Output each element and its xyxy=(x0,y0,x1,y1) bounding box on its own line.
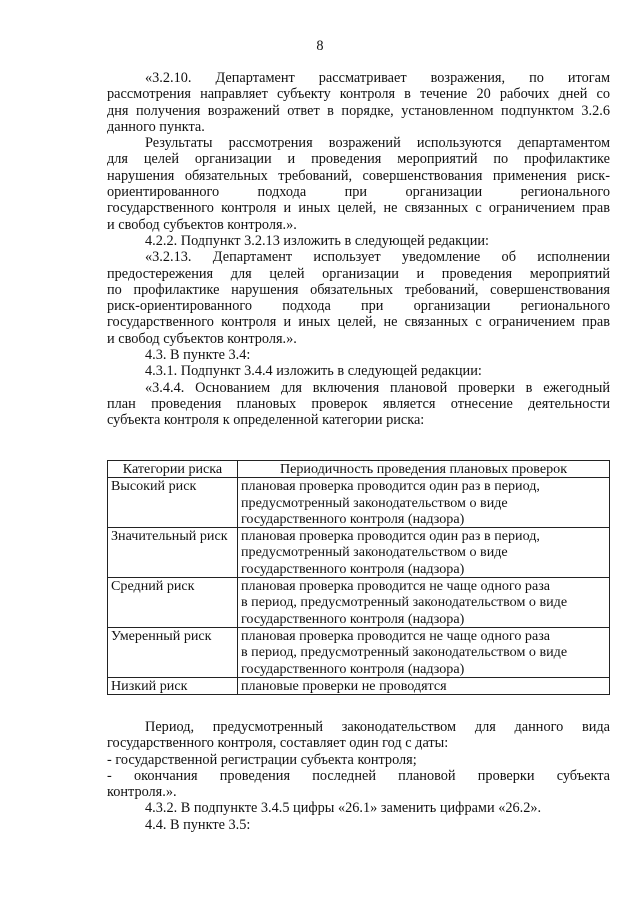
periodicity-cell xyxy=(238,627,610,677)
table-header-periodicity: Периодичность проведения плановых проверок xyxy=(238,461,610,478)
text-line: - окончания проведения последней плановой проверки субъекта xyxy=(107,767,610,784)
text-line: государственного контроля и иных целей, не связанных с ограничением прав xyxy=(107,200,610,217)
text-line: риск-ориентированного подхода при организации регионального xyxy=(107,298,610,315)
table-header-category: Категории риска xyxy=(108,461,238,478)
periodicity-cell xyxy=(238,578,610,628)
paragraph-3-2-10 xyxy=(107,70,610,135)
item-4-3-1: 4.3.1. Подпункт 3.4.4 изложить в следующей редакции: xyxy=(145,363,482,380)
item-4-3: 4.3. В пункте 3.4: xyxy=(145,347,251,364)
text-line: ориентированного подхода при организации регионального xyxy=(107,184,610,201)
table-row xyxy=(108,528,610,578)
risk-category-cell: Высокий риск xyxy=(108,478,238,528)
text-line: Период, предусмотренный законодательством для данного вида xyxy=(145,719,610,735)
item-4-2-2: 4.2.2. Подпункт 3.2.13 изложить в следующей редакции: xyxy=(145,232,489,249)
text-line: Результаты рассмотрения возражений используются департаментом xyxy=(145,135,610,152)
text-line: дня получения возражений ответ в порядке, установленном подпунктом 3.2.6 xyxy=(107,102,610,119)
cell-line: государственного контроля (надзора) xyxy=(241,610,465,627)
paragraph-period xyxy=(107,719,610,752)
text-line: и свобод субъектов контроля.». xyxy=(107,216,297,233)
text-line: «3.2.13. Департамент использует уведомление об исполнении xyxy=(145,249,610,266)
text-line: контроля.». xyxy=(107,784,177,801)
text-line: государственного контроля, составляет один год с даты: xyxy=(107,735,449,752)
cell-line: государственного контроля (надзора) xyxy=(241,660,465,677)
text-line: «3.4.4. Основанием для включения плановой проверки в ежегодный xyxy=(145,379,610,396)
table-row xyxy=(108,627,610,677)
cell-line: плановая проверка проводится один раз в период, xyxy=(241,478,540,495)
table-row xyxy=(108,578,610,628)
text-line: предостережения для целей организации и проведения мероприятий xyxy=(107,265,610,282)
cell-line: плановые проверки не проводятся xyxy=(241,677,447,694)
dash-item-last-inspection xyxy=(107,768,610,801)
cell-line: предусмотренный законодательством о виде xyxy=(241,544,508,561)
risk-category-cell: Низкий риск xyxy=(108,677,238,694)
cell-line: плановая проверка проводится не чаще одного раза xyxy=(241,578,551,595)
dash-item-registration: - государственной регистрации субъекта контроля; xyxy=(107,751,417,768)
cell-line: плановая проверка проводится один раз в период, xyxy=(241,528,540,545)
risk-category-cell: Средний риск xyxy=(108,578,238,628)
text-line: субъекта контроля к определенной категории риска: xyxy=(107,412,425,429)
text-line: рассмотрения направляет субъекту контроля в течение 20 рабочих дней со xyxy=(107,86,610,103)
document-body-top xyxy=(107,70,610,429)
periodicity-cell xyxy=(238,478,610,528)
risk-category-cell: Умеренный риск xyxy=(108,627,238,677)
table-row xyxy=(108,677,610,694)
periodicity-cell xyxy=(238,677,610,694)
text-line: «3.2.10. Департамент рассматривает возражения, по итогам xyxy=(145,70,610,86)
paragraph-results xyxy=(107,135,610,233)
periodicity-cell xyxy=(238,528,610,578)
risk-category-table xyxy=(107,460,610,695)
text-line: и свобод субъектов контроля.». xyxy=(107,330,297,347)
cell-line: государственного контроля (надзора) xyxy=(241,560,465,577)
text-line: для целей организации и проведения мероприятий по профилактике xyxy=(107,151,610,168)
cell-line: плановая проверка проводится не чаще одного раза xyxy=(241,627,551,644)
text-line: нарушения обязательных требований, совершенствования применения риск- xyxy=(107,167,610,184)
table-header-row xyxy=(108,461,610,478)
text-line: данного пункта. xyxy=(107,118,205,135)
page-number: 8 xyxy=(316,38,324,54)
document-body-bottom xyxy=(107,719,610,833)
paragraph-3-4-4 xyxy=(107,380,610,429)
table-row xyxy=(108,478,610,528)
text-line: план проведения плановых проверок является отнесение деятельности xyxy=(107,395,610,412)
item-4-4: 4.4. В пункте 3.5: xyxy=(145,816,251,833)
item-4-3-2: 4.3.2. В подпункте 3.4.5 цифры «26.1» заменить цифрами «26.2». xyxy=(145,800,542,817)
text-line: по профилактике нарушения обязательных требований, совершенствования xyxy=(107,281,610,298)
cell-line: в период, предусмотренный законодательством о виде xyxy=(241,644,568,661)
text-line: государственного контроля и иных целей, не связанных с ограничением прав xyxy=(107,314,610,331)
cell-line: государственного контроля (надзора) xyxy=(241,510,465,527)
cell-line: в период, предусмотренный законодательством о виде xyxy=(241,594,568,611)
paragraph-3-2-13 xyxy=(107,249,610,347)
cell-line: предусмотренный законодательством о виде xyxy=(241,494,508,511)
risk-category-cell: Значительный риск xyxy=(108,528,238,578)
